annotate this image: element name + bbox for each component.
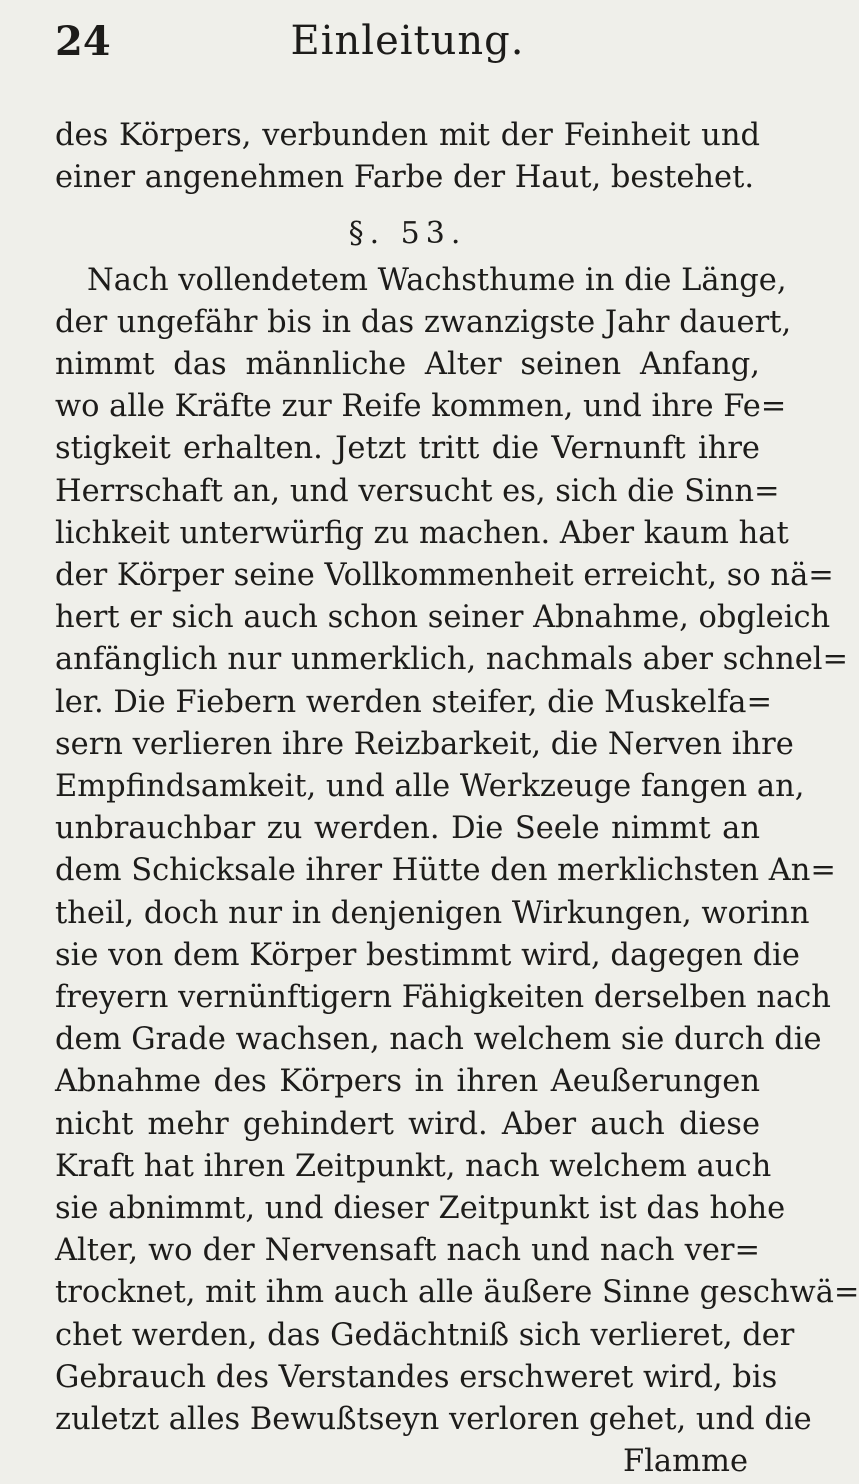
text-line: nimmt das männliche Alter seinen Anfang, — [55, 347, 760, 383]
text-line: Kraft hat ihren Zeitpunkt, nach welchem auch — [55, 1148, 772, 1184]
page-header — [55, 10, 760, 70]
text-line: Gebrauch des Verstandes erschweret wird, bis — [55, 1359, 778, 1395]
catchword: Flamme — [623, 1444, 748, 1480]
text-line: des Körpers, verbunden mit der Feinheit und — [55, 118, 760, 153]
text-line: sie abnimmt, und dieser Zeitpunkt ist das hohe — [55, 1191, 786, 1227]
text-line: unbrauchbar zu werden. Die Seele nimmt an — [55, 811, 760, 847]
page-number: 24 — [55, 18, 111, 65]
text-line: Alter, wo der Nervensaft nach und nach ver= — [55, 1233, 760, 1269]
text-line: Empfindsamkeit, und alle Werkzeuge fangen an, — [55, 769, 805, 805]
text-line: lichkeit unterwürfig zu machen. Aber kaum hat — [55, 515, 789, 551]
text-line: zuletzt alles Bewußtseyn verloren gehet, und die — [55, 1402, 812, 1438]
text-line: Abnahme des Körpers in ihren Aeußerungen — [55, 1064, 760, 1100]
text-line: dem Grade wachsen, nach welchem sie durch die — [55, 1022, 822, 1058]
text-line: ler. Die Fiebern werden steifer, die Muskelfa= — [55, 684, 773, 720]
text-line: stigkeit erhalten. Jetzt tritt die Vernunft ihre — [55, 431, 760, 467]
text-line: wo alle Kräfte zur Reife kommen, und ihre Fe= — [55, 389, 787, 425]
text-line: freyern vernünftigern Fähigkeiten derselben nach — [55, 980, 831, 1016]
body-text — [55, 115, 859, 1484]
section-mark: §. 53. — [348, 216, 467, 252]
paragraph-1 — [55, 115, 760, 199]
paragraph-2 — [55, 260, 859, 1442]
text-line: nicht mehr gehindert wird. Aber auch diese — [55, 1106, 760, 1142]
text-line: sern verlieren ihre Reizbarkeit, die Nerven ihre — [55, 726, 794, 762]
text-line: einer angenehmen Farbe der Haut, bestehet. — [55, 160, 755, 196]
text-line: Herrschaft an, und versucht es, sich die Sinn= — [55, 473, 780, 509]
text-line: sie von dem Körper bestimmt wird, dagegen die — [55, 937, 800, 973]
text-line: chet werden, das Gedächtniß sich verlieret, der — [55, 1317, 795, 1353]
text-line: der Körper seine Vollkommenheit erreicht, so nä= — [55, 558, 834, 594]
text-line: trocknet, mit ihm auch alle äußere Sinne geschwä= — [55, 1275, 859, 1311]
text-line: dem Schicksale ihrer Hütte den merklichsten An= — [55, 853, 836, 889]
text-line: Nach vollendetem Wachsthume in die Länge, — [87, 262, 787, 298]
text-line: anfänglich nur unmerklich, nachmals aber schnel= — [55, 642, 849, 678]
text-line: hert er sich auch schon seiner Abnahme, obgleich — [55, 600, 831, 636]
text-line: theil, doch nur in denjenigen Wirkungen, worinn — [55, 895, 810, 931]
text-line: der ungefähr bis in das zwanzigste Jahr dauert, — [55, 304, 792, 340]
running-head: Einleitung. — [290, 18, 525, 64]
